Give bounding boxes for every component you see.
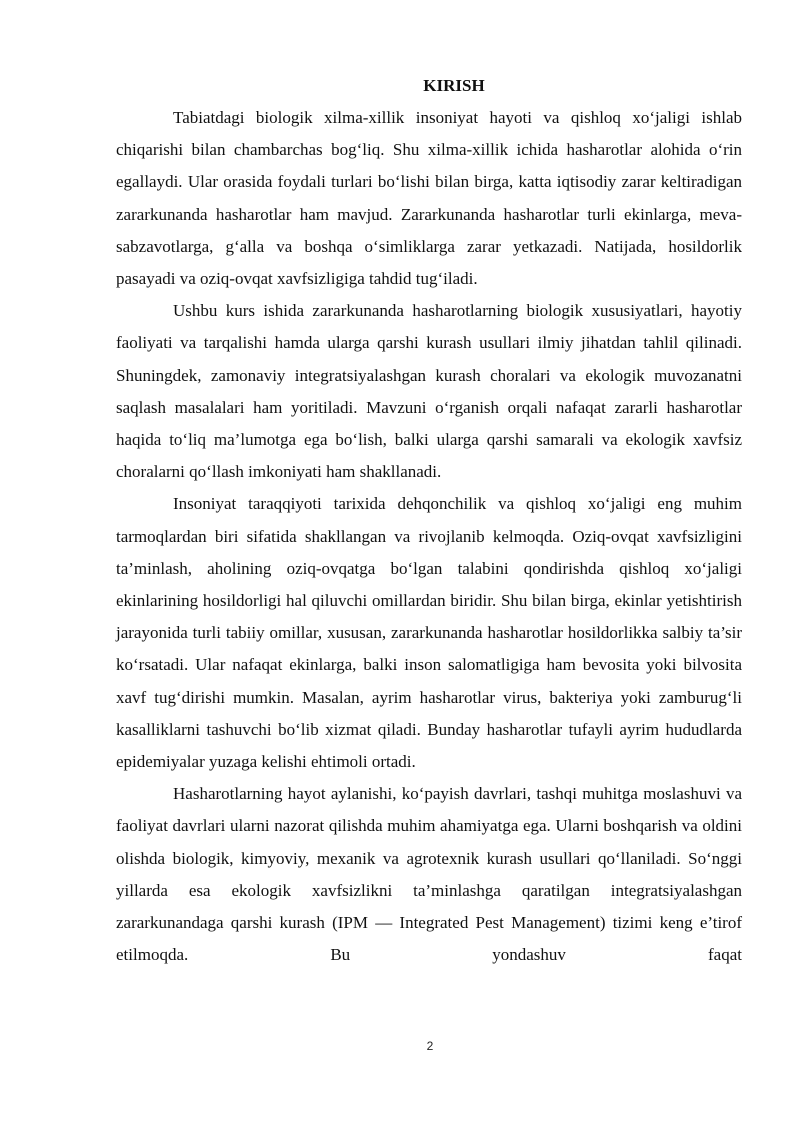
paragraph-2: Ushbu kurs ishida zararkunanda hasharotlarning biologik xususiyatlari, hayotiy faoliyati va tarqalishi hamda ularga qarshi kurash usullari ilmiy jihatdan tahlil qilinadi. Shuningdek, zamonaviy integratsiyalashgan kurash choralari va ekologik muvozanatni saqlash masalalari ham yoritiladi. Mavzuni o‘rganish orqali nafaqat zararli hasharotlar haqida to‘liq ma’lumotga ega bo‘lish, balki ularga qarshi samarali va ekologik xavfsiz choralarni qo‘llash imkoniyati ham shakllanadi. (116, 301, 742, 482)
page-title: KIRISH (423, 76, 485, 95)
page-number: 2 (426, 1039, 434, 1053)
paragraph-1: Tabiatdagi biologik xilma-xillik insoniyat hayoti va qishloq xo‘jaligi ishlab chiqarishi bilan chambarchas bog‘liq. Shu xilma-xillik ichida hasharotlar alohida o‘rin egallaydi. Ular orasida foydali turlari bo‘lishi bilan birga, katta iqtisodiy zarar keltiradigan zararkunanda hasharotlar ham mavjud. Zararkunanda hasharotlar turli ekinlarga, meva-sabzavotlarga, g‘alla va boshqa o‘simliklarga zarar yetkazadi. Natijada, hosildorlik pasayadi va oziq-ovqat xavfsizligiga tahdid tug‘iladi. (116, 108, 742, 289)
paragraph-3: Insoniyat taraqqiyoti tarixida dehqonchilik va qishloq xo‘jaligi eng muhim tarmoqlardan biri sifatida shakllangan va rivojlanib kelmoqda. Oziq-ovqat xavfsizligini ta’minlash, aholining oziq-ovqatga bo‘lgan talabini qondirishda qishloq xo‘jaligi ekinlarining hosildorligi hal qiluvchi omillardan biridir. Shu bilan birga, ekinlar yetishtirish jarayonida turli tabiiy omillar, xususan, zararkunanda hasharotlar hosildorlikka salbiy ta’sir ko‘rsatadi. Ular nafaqat ekinlarga, balki inson salomatligiga ham bevosita yoki bilvosita xavf tug‘dirishi mumkin. Masalan, ayrim hasharotlar virus, bakteriya yoki zamburug‘li kasalliklarni tashuvchi bo‘lib xizmat qiladi. Bunday hasharotlar tufayli ayrim hududlarda epidemiyalar yuzaga kelishi ehtimoli ortadi. (116, 494, 742, 772)
paragraph-4: Hasharotlarning hayot aylanishi, ko‘payish davrlari, tashqi muhitga moslashuvi va faoliyat davrlari ularni nazorat qilishda muhim ahamiyatga ega. Ularni boshqarish va oldini olishda biologik, kimyoviy, mexanik va agrotexnik kurash usullari qo‘llaniladi. So‘nggi yillarda esa ekologik xavfsizlikni ta’minlashga qaratilgan integratsiyalashgan zararkunandaga qarshi kurash (IPM — Integrated Pest Management) tizimi keng e’tirof etilmoqda. Bu yondashuv faqat (116, 784, 742, 965)
document-page (116, 74, 742, 971)
